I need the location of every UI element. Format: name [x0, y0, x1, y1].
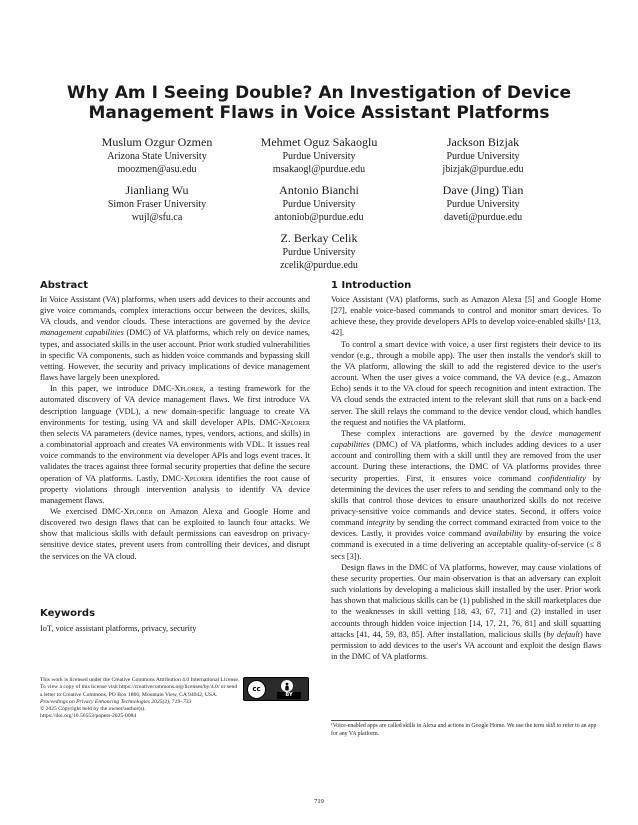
- intro-paragraph: These complex interactions are governed by the device management capabilities (DMC) of VA platforms, which includes adding devices to a user account and controlling them with a skill until they are removed from the user account. During these interactions, the DMC of VA platforms provides three security properties. First, it ensures voice command confidentiality by determining the devices the user refers to and sending the command only to the skills that control those devices to ensure unauthorized skills do not receive privacy-sensitive voice commands and device states. Second, it offers voice command integrity by sending the correct command extracted from voice to the devices. Lastly, it provides voice command availability by ensuring the voice command is executed in a time delivering an acceptable quality-of-service (≤ 8 secs [3]).: [331, 428, 601, 561]
- author-block: [383, 135, 583, 176]
- author-email[interactable]: wujl@sfu.ca: [131, 212, 183, 223]
- title-line-1: Why Am I Seeing Double? An Investigation of Device: [66, 83, 572, 103]
- title-line-2: Management Flaws in Voice Assistant Platforms: [88, 103, 550, 123]
- author-affiliation: Purdue University: [446, 151, 520, 162]
- author-email[interactable]: zcelik@purdue.edu: [280, 260, 358, 271]
- keywords-text: IoT, voice assistant platforms, privacy, security: [40, 624, 197, 633]
- introduction-heading: 1 Introduction: [331, 280, 412, 291]
- author-affiliation: Simon Fraser University: [107, 199, 207, 210]
- author-name: Dave (Jing) Tian: [442, 183, 524, 197]
- by-label: BY: [277, 692, 301, 699]
- license-text: This work is licensed under the Creative Commons Attribution 4.0 International License. To view a copy of this license visit https://creativecommons.org/licenses/by/4.0/ or send a letter to Creative Commons, PO Box 1866, Mountain View, CA 94042, USA.: [40, 677, 240, 698]
- copyright-line: © 2025 Copyright held by the owner/author(s).: [40, 706, 146, 713]
- author-email[interactable]: msakaogl@purdue.edu: [272, 164, 366, 175]
- cc-logo-icon: cc: [247, 680, 266, 699]
- author-block: [219, 231, 419, 272]
- abstract-heading: Abstract: [40, 280, 89, 291]
- author-email[interactable]: jbizjak@purdue.edu: [442, 164, 524, 175]
- author-name: Jackson Bizjak: [446, 135, 520, 149]
- introduction-body: [331, 294, 601, 662]
- license-block: [40, 677, 240, 721]
- author-name: Z. Berkay Celik: [280, 231, 358, 245]
- author-affiliation: Purdue University: [446, 199, 520, 210]
- intro-paragraph: To control a smart device with voice, a user first registers their device to its vendor (e.g., through a mobile app). The user then installs the vendor's skill to the VA platform, allowing the skill to add the registered device to the user's account. When the user gives a voice command, the VA device (e.g., Amazon Echo) sends it to the VA cloud for speech recognition and intent extraction. The VA cloud sends the extracted intent to the relevant skill that runs on a back-end server. The skill relays the command to the device vendor cloud, which handles the request and notifies the VA platform.: [331, 339, 601, 427]
- author-affiliation: Purdue University: [282, 247, 356, 258]
- author-email[interactable]: moozmen@asu.edu: [117, 164, 197, 175]
- author-email[interactable]: daveti@purdue.edu: [443, 212, 523, 223]
- author-name: Muslum Ozgur Ozmen: [101, 135, 213, 149]
- footnote-divider: [331, 720, 401, 721]
- abstract-paragraph: We exercised DMC-Xplorer on Amazon Alexa and Google Home and discovered two design flaws that can be exploited to launch four attacks. We show that malicious skills with default permissions can eavesdrop on privacy-sensitive device states, prevent users from controlling their devices, and disrupt the services on the VA cloud.: [40, 506, 310, 561]
- footnote: ¹Voice-enabled apps are called skills in Alexa and actions in Google Home. We use the term skill to refer to an app for any VA platform.: [331, 723, 597, 737]
- paper-title: [40, 83, 598, 123]
- abstract-paragraph: In this paper, we introduce DMC-Xplorer, a testing framework for the automated discovery of VA device management flaws. We first introduce VA description language (VDL), a new domain-specific language to create VA environments for testing, using VA and skill developer APIs. DMC-Xplorer then selects VA parameters (device names, types, vendors, actions, and skills) in a combinatorial approach and creates VA environments with VDL. It issues real voice commands to the environment via developer APIs and logs event traces. It validates the traces against three formal security properties that define the secure operation of VA platforms. Lastly, DMC-Xplorer identifies the root cause of property violations through intervention analysis to identify VA device management flaws.: [40, 384, 310, 505]
- author-name: Jianliang Wu: [125, 183, 189, 197]
- person-icon: [281, 680, 293, 692]
- author-block: [383, 183, 583, 224]
- page-number: 719: [314, 798, 324, 805]
- abstract-paragraph: In Voice Assistant (VA) platforms, when users add devices to their accounts and give voice commands, complex interactions occur between the devices, skills, VA clouds, and vendor clouds. These interactions are governed by the device management capabilities (DMC) of VA platforms, which rely on device names, types, and associated skills in the user account. Prior work studied vulnerabilities in specific VA components, such as hidden voice commands and bypassing skill vetting. However, the security and privacy implications of device management flaws have largely been unexplored.: [40, 295, 311, 383]
- author-affiliation: Purdue University: [282, 199, 356, 210]
- author-email[interactable]: antoniob@purdue.edu: [274, 212, 364, 223]
- author-name: Mehmet Oguz Sakaoglu: [260, 135, 378, 149]
- intro-paragraph: Design flaws in the DMC of VA platforms, however, may cause violations of these security properties. Our main observation is that an adversary can exploit such violations by developing a malicious skill installed by the user. Prior work has shown that malicious skills can be (1) published in the skill marketplaces due to the weaknesses in skill vetting [18, 43, 67, 71] and (2) installed in user accounts through hidden voice injection [14, 17, 21, 76, 81] and skill squatting attacks [41, 44, 59, 83, 85]. After installation, malicious skills (by default) have permission to add devices to the user's VA account and exploit the design flaws in the DMC of VA platforms.: [331, 562, 602, 661]
- doi-link[interactable]: https://doi.org/10.56553/popets-2025-0084: [40, 713, 137, 720]
- author-affiliation: Purdue University: [282, 151, 356, 162]
- keywords-heading: Keywords: [40, 608, 96, 619]
- proceedings-line: Proceedings on Privacy Enhancing Technologies 2025(2), 719–733: [40, 698, 192, 705]
- cc-by-license-icon[interactable]: [243, 677, 309, 701]
- author-affiliation: Arizona State University: [107, 151, 207, 162]
- author-name: Antonio Bianchi: [279, 183, 359, 197]
- abstract-body: [40, 294, 310, 562]
- intro-paragraph: Voice Assistant (VA) platforms, such as Amazon Alexa [5] and Google Home [27], enable voice-based commands to control and monitor smart devices. To achieve these, they provide developers APIs to develop voice-enabled skills¹ [13, 42].: [331, 295, 601, 338]
